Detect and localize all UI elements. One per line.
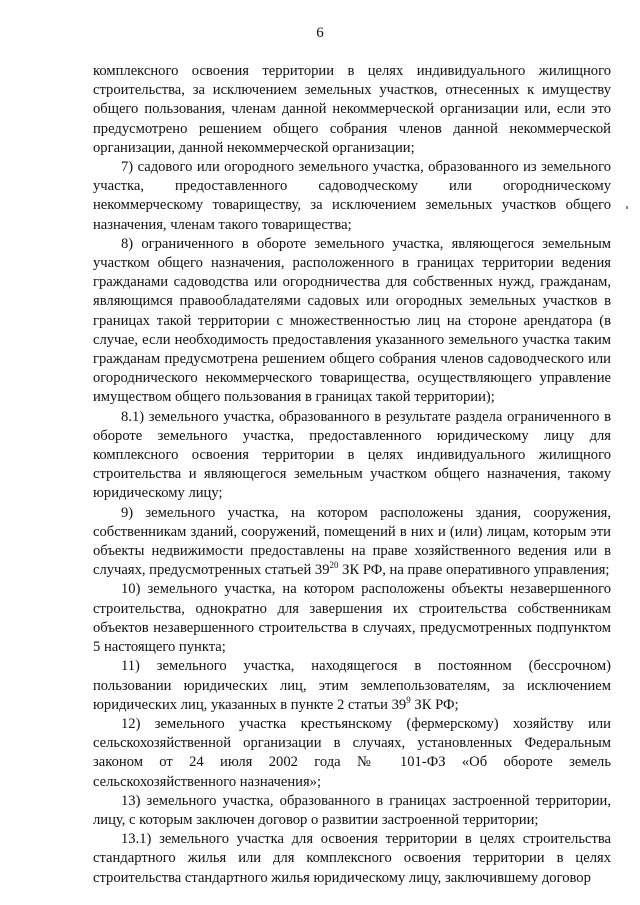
document-body <box>93 62 611 888</box>
paragraph-item-9-tail: ЗК РФ, на праве оперативного управления; <box>338 562 610 579</box>
paragraph-continuation: комплексного освоения территории в целях индивидуального жилищного строительства, за исключением земельных участков, отнесенных к имуществу общего пользования, членам данной некоммерческой организации или, если это предусмотрено решением общего собрания членов данной некоммерческой организации, данной некоммерческой организации; <box>93 63 611 156</box>
paragraph-item-11 <box>93 657 611 715</box>
article-superscript: 20 <box>329 560 339 571</box>
paragraph-item-9-text: 9) земельного участка, на котором расположены здания, сооружения, собственникам зданий, сооружений, помещений в них и (или) лицам, которым эти объекты недвижимости предоставлены на праве хозяйственного ведения или в случаях, предусмотренных статьей 39 <box>93 504 611 579</box>
scan-artifact <box>626 206 628 209</box>
paragraph-item-12: 12) земельного участка крестьянскому (фермерскому) хозяйству или сельскохозяйственной организации в случаях, установленных Федеральным законом от 24 июля 2002 года № 101-ФЗ «Об обороте земель сельскохозяйственного назначения»; <box>93 715 611 790</box>
paragraph-item-8: 8) ограниченного в обороте земельного участка, являющегося земельным участком общего назначения, расположенного в границах территории ведения гражданами садоводства или огородничества для собственных нужд, гражданам, являющимся правообладателями садовых или огородных земельных участков в границах такой территории с множественностью лиц на стороне арендатора (в случае, если необходимость предоставления указанного земельного участка таким гражданам предусмотрена решением общего собрания членов садоводческого или огороднического некоммерческого товарищества, осуществляющего управление имуществом общего пользования в границах такой территории); <box>93 235 611 406</box>
paragraph-item-13-1: 13.1) земельного участка для освоения территории в целях строительства стандартного жилья или для комплексного освоения территории в целях строительства стандартного жилья юридическому лицу, заключившему договор <box>93 831 611 886</box>
paragraph-item-11-tail: ЗК РФ; <box>410 696 459 713</box>
paragraph-item-11-text: 11) земельного участка, находящегося в постоянном (бессрочном) пользовании юридических лиц, этим землепользователям, за исключением юридических лиц, указанных в пункте 2 статьи 39 <box>93 658 611 713</box>
paragraph-item-9 <box>93 504 611 581</box>
paragraph-item-13: 13) земельного участка, образованного в границах застроенной территории, лицу, с которым заключен договор о развитии застроенной территории; <box>93 792 611 828</box>
article-superscript: 9 <box>406 694 411 705</box>
paragraph-item-8-1: 8.1) земельного участка, образованного в результате раздела ограниченного в обороте земельного участка, предоставленного юридическому лицу для комплексного освоения территории в целях индивидуального жилищного строительства и являющегося земельным участком общего назначения, такому юридическому лицу; <box>93 408 611 502</box>
paragraph-item-7: 7) садового или огородного земельного участка, образованного из земельного участка, предоставленного садоводческому или огородническому некоммерческому товариществу, за исключением земельных участков общего назначения, членам такого товарищества; <box>93 159 611 233</box>
paragraph-item-10: 10) земельного участка, на котором расположены объекты незавершенного строительства, однократно для завершения их строительства собственникам объектов незавершенного строительства в случаях, предусмотренных подпунктом 5 настоящего пункта; <box>93 581 611 656</box>
page-number: 6 <box>316 25 324 41</box>
